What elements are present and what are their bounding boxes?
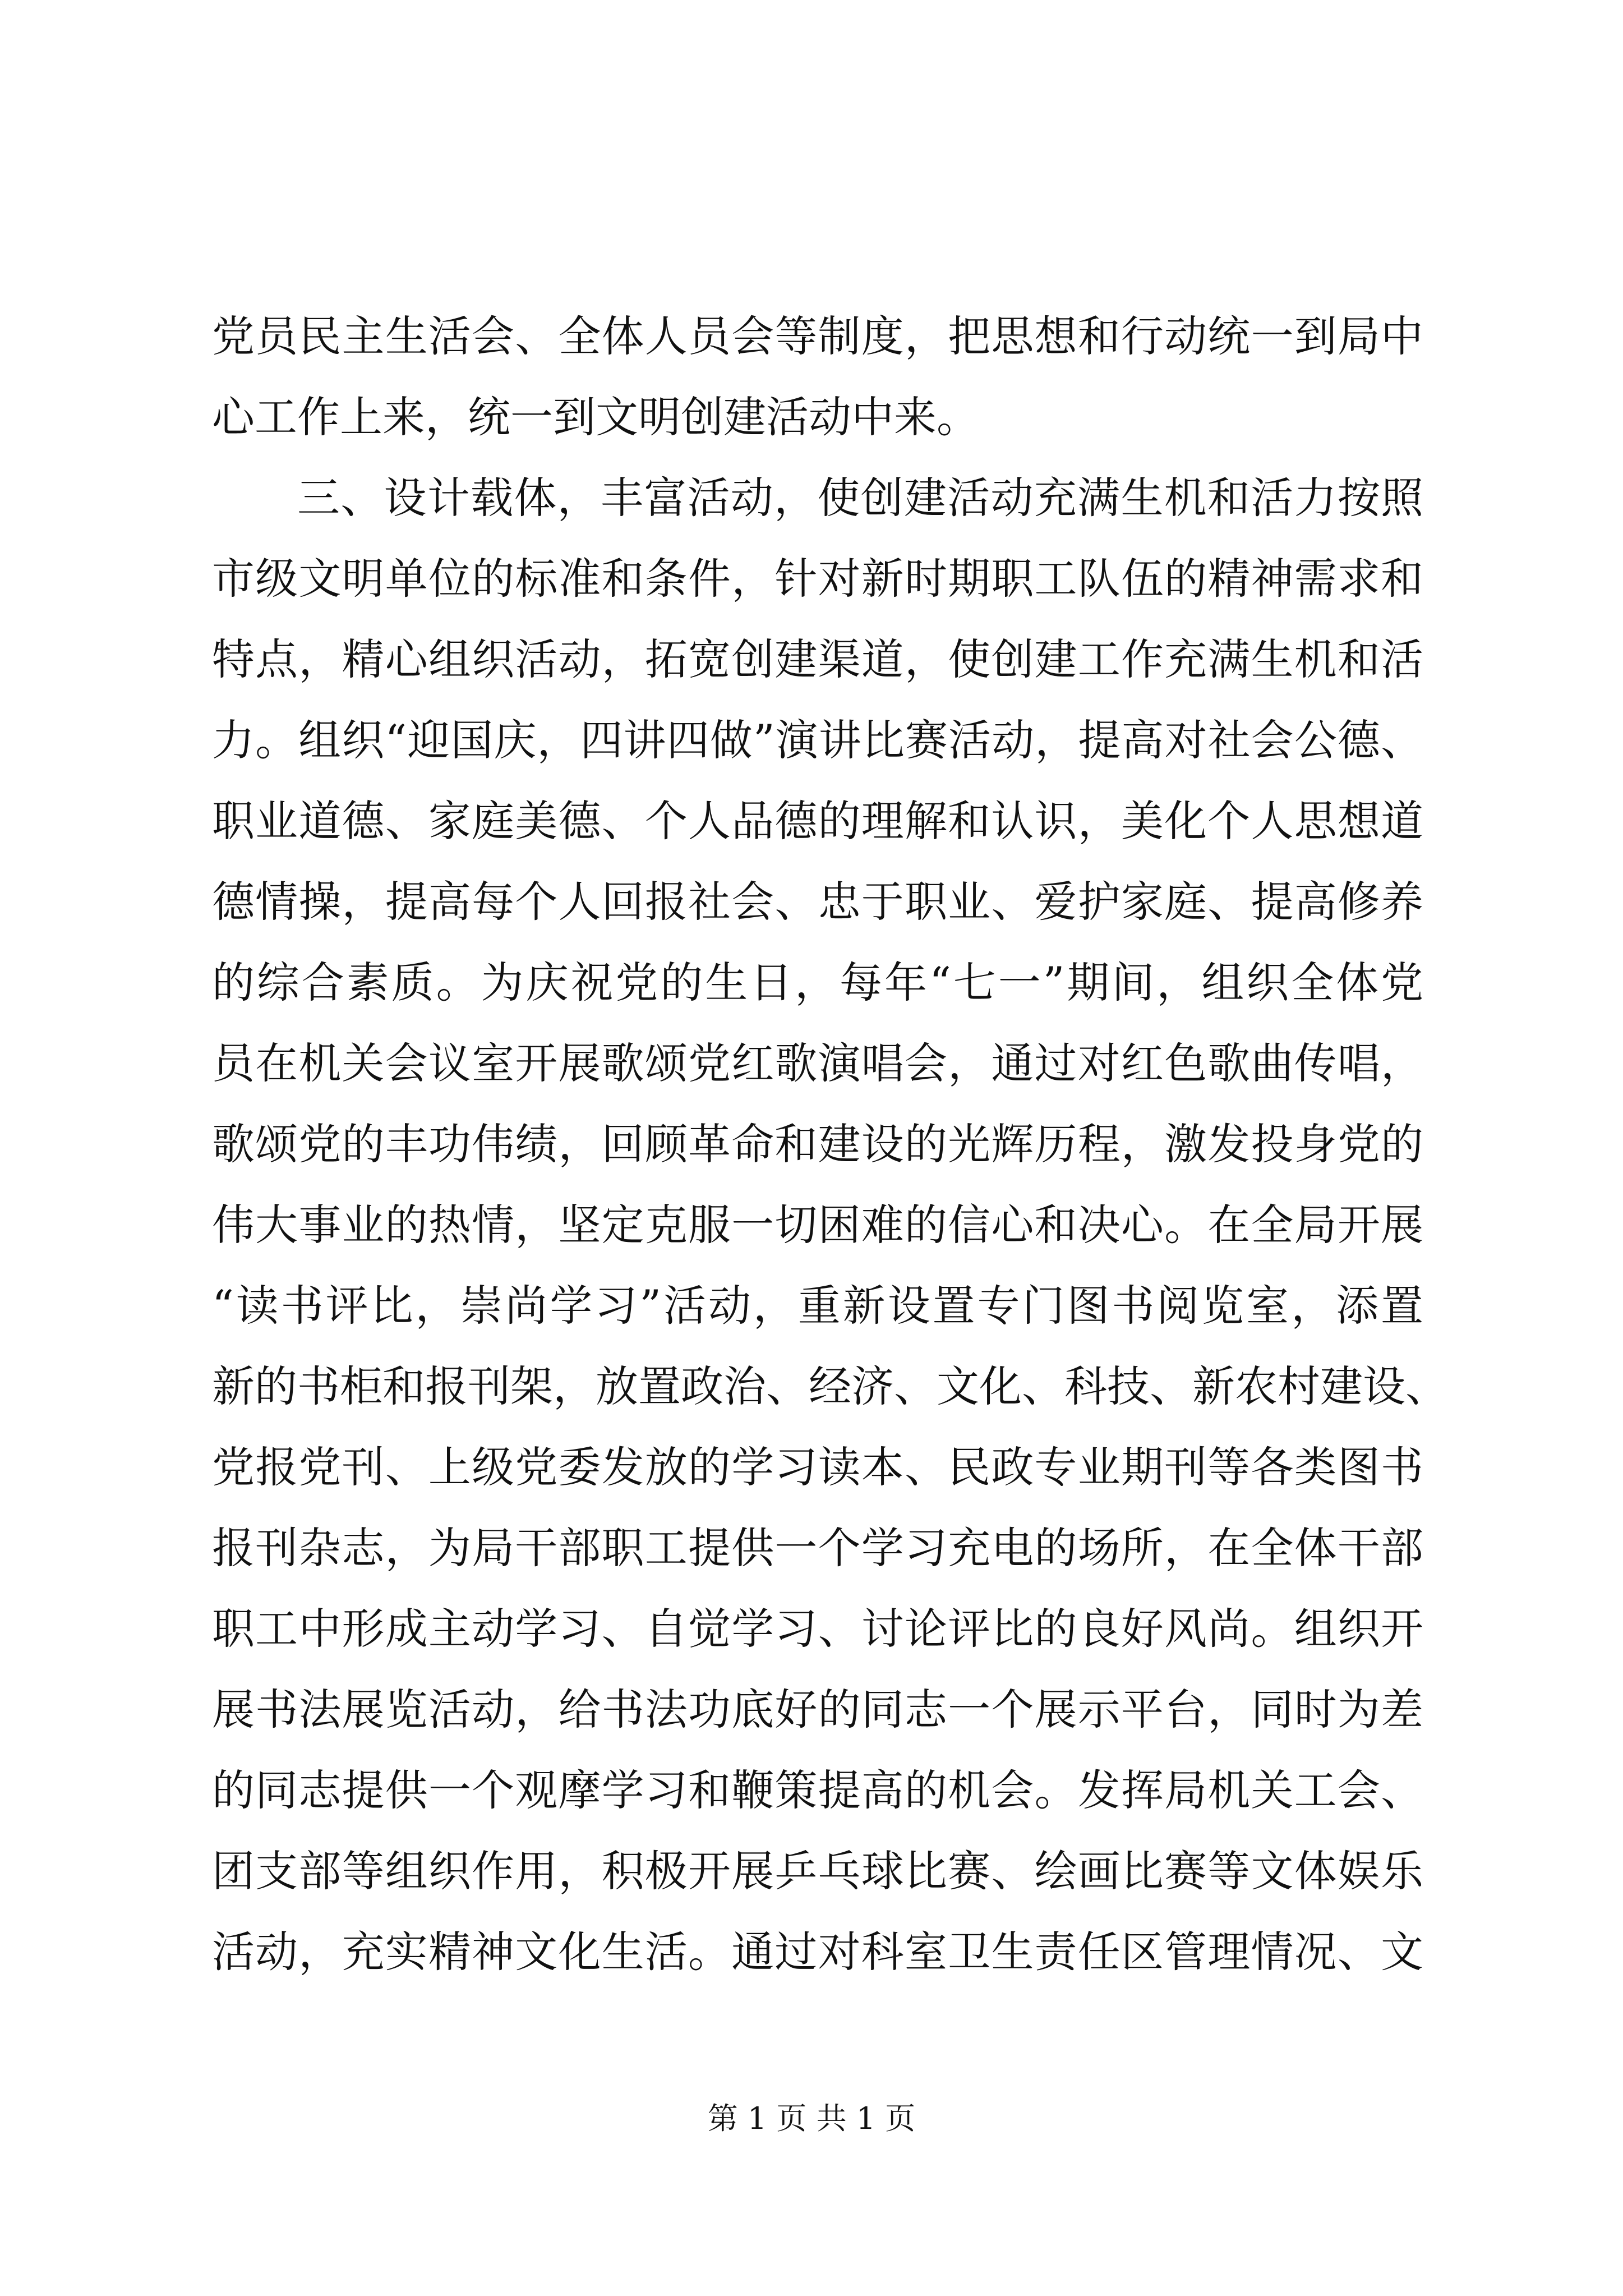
text-line-3: 三、设计载体，丰富活动，使创建活动充满生机和活力按照 — [297, 473, 1423, 523]
page-number-footer: 第 1 页 共 1 页 — [707, 2101, 916, 2136]
document-body — [212, 296, 1448, 1993]
text-line-18: 展书法展览活动，给书法功底好的同志一个展示平台，同时为差 — [212, 1685, 1423, 1734]
text-line-16: 报刊杂志，为局干部职工提供一个学习充电的场所，在全体干部 — [212, 1523, 1423, 1573]
text-line-4: 市级文明单位的标准和条件，针对新时期职工队伍的精神需求和 — [212, 554, 1423, 604]
text-line-19: 的同志提供一个观摩学习和鞭策提高的机会。发挥局机关工会、 — [212, 1765, 1423, 1815]
text-line-15: 党报党刊、上级党委发放的学习读本、民政专业期刊等各类图书 — [212, 1442, 1423, 1492]
text-line-9: 的综合素质。为庆祝党的生日，每年“七一”期间，组织全体党 — [212, 958, 1423, 1007]
text-line-5: 特点，精心组织活动，拓宽创建渠道，使创建工作充满生机和活 — [212, 634, 1423, 684]
text-line-11: 歌颂党的丰功伟绩，回顾革命和建设的光辉历程，激发投身党的 — [212, 1119, 1423, 1169]
text-line-17: 职工中形成主动学习、自觉学习、讨论评比的良好风尚。组织开 — [212, 1604, 1423, 1654]
text-line-8: 德情操，提高每个人回报社会、忠于职业、爱护家庭、提高修养 — [212, 877, 1423, 927]
text-line-21: 活动，充实精神文化生活。通过对科室卫生责任区管理情况、文 — [212, 1927, 1423, 1977]
text-line-7: 职业道德、家庭美德、个人品德的理解和认识，美化个人思想道 — [212, 796, 1423, 846]
text-line-1: 党员民主生活会、全体人员会等制度，把思想和行动统一到局中 — [212, 311, 1423, 361]
text-line-2: 心工作上来，统一到文明创建活动中来。 — [212, 392, 979, 442]
text-line-14: 新的书柜和报刊架，放置政治、经济、文化、科技、新农村建设、 — [212, 1361, 1448, 1411]
text-line-12: 伟大事业的热情，坚定克服一切困难的信心和决心。在全局开展 — [212, 1200, 1423, 1250]
text-line-20: 团支部等组织作用，积极开展乒乓球比赛、绘画比赛等文体娱乐 — [212, 1846, 1423, 1896]
text-line-10: 员在机关会议室开展歌颂党红歌演唱会，通过对红色歌曲传唱， — [212, 1038, 1423, 1088]
text-line-13: “读书评比，崇尚学习”活动，重新设置专门图书阅览室，添置 — [212, 1281, 1423, 1331]
text-line-6: 力。组织“迎国庆，四讲四做”演讲比赛活动，提高对社会公德、 — [212, 715, 1423, 765]
